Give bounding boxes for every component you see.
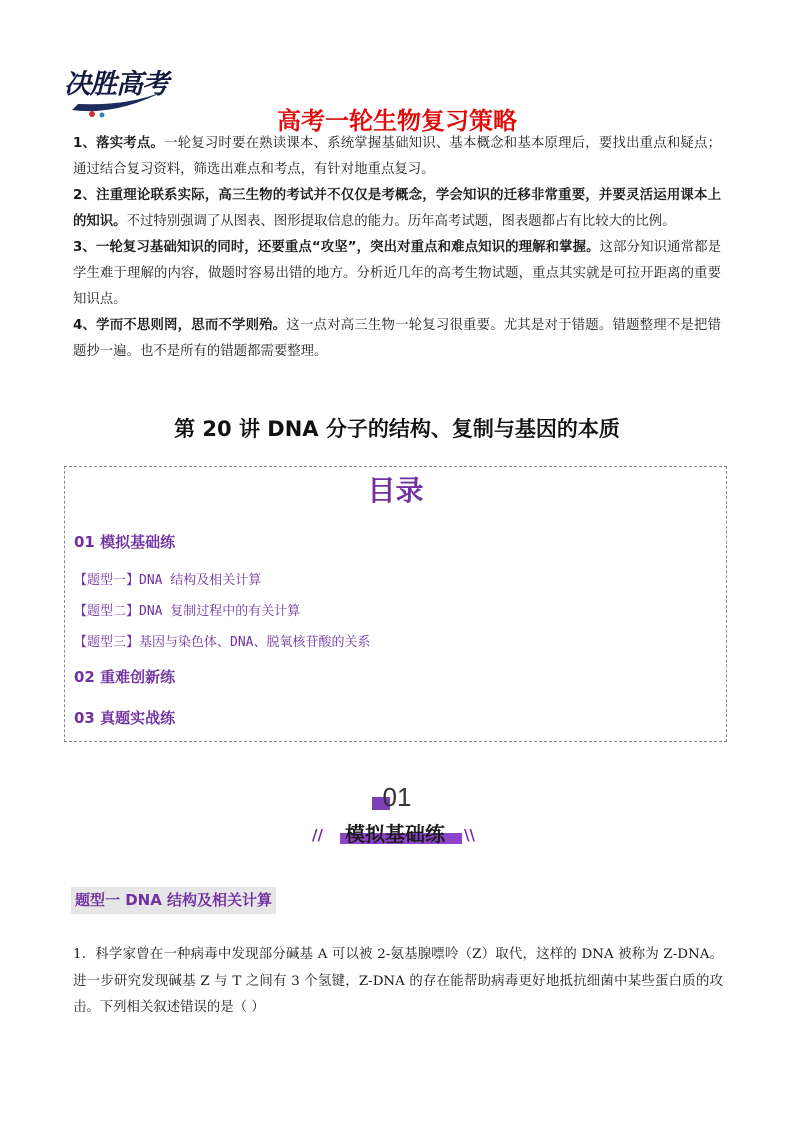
toc-section-2[interactable]: 02 重难创新练 xyxy=(74,668,176,686)
toc-section-3[interactable]: 03 真题实战练 xyxy=(74,709,176,727)
toc-subsection-3[interactable]: 【题型三】基因与染色体、DNA、脱氧核苷酸的关系 xyxy=(74,635,371,650)
tip-4-text: 这一点对高三生物一轮复习很重要。尤其是对于错题。错题整理不是把错题抄一遍。也不是所有的错题都需要整理。 xyxy=(73,318,721,359)
section-name: 模拟基础练 xyxy=(345,822,445,846)
tip-1 xyxy=(73,131,721,183)
toc-subsection-1[interactable]: 【题型一】DNA 结构及相关计算 xyxy=(74,573,262,588)
toc-title: 目录 xyxy=(367,474,424,507)
tip-3 xyxy=(73,235,721,313)
question-type-heading: 题型一 DNA 结构及相关计算 xyxy=(71,887,276,914)
section-number: 01 xyxy=(382,782,412,812)
lecture-title: 第 20 讲 DNA 分子的结构、复制与基因的本质 xyxy=(174,417,620,441)
toc-subsection-2[interactable]: 【题型二】DNA 复制过程中的有关计算 xyxy=(74,604,301,619)
logo-text: 决胜高考 xyxy=(64,69,168,100)
tip-2-bold: 2、注重理论联系实际，高三生物的考试并不仅仅是考概念，学会知识的迁移非常重要，并要灵活运用课本上的知识。 xyxy=(73,188,721,229)
section-heading xyxy=(310,816,480,850)
left-slash-decoration: // xyxy=(312,826,323,844)
tip-4 xyxy=(73,313,721,365)
tip-4-bold: 4、学而不思则罔，思而不学则殆。 xyxy=(73,318,287,333)
page-title: 高考一轮生物复习策略 xyxy=(277,107,517,135)
tip-2 xyxy=(73,183,721,235)
tip-2-text: 不过特别强调了从图表、图形提取信息的能力。历年高考试题，图表题都占有比较大的比例。 xyxy=(126,214,676,229)
right-slash-decoration: \\ xyxy=(464,826,475,844)
tip-1-text: 一轮复习时要在熟读课本、系统掌握基础知识、基本概念和基本原理后，要找出重点和疑点；通过结合复习资料，筛选出难点和考点，有针对地重点复习。 xyxy=(73,136,722,177)
table-of-contents xyxy=(64,466,727,742)
tip-1-bold: 1、落实考点。 xyxy=(73,136,165,151)
tip-3-bold: 3、一轮复习基础知识的同时，还要重点“攻坚”，突出对重点和难点知识的理解和掌握。 xyxy=(73,240,600,255)
toc-section-1[interactable]: 01 模拟基础练 xyxy=(74,533,176,551)
tip-3-text: 这部分知识通常都是学生难于理解的内容，做题时容易出错的地方。分析近几年的高考生物试题，重点其实就是可拉开距离的重要知识点。 xyxy=(73,240,722,307)
strategy-tips xyxy=(73,131,721,365)
question-1: 1．科学家曾在一种病毒中发现部分碱基 A 可以被 2-氨基腺嘌呤（Z）取代，这样的 DNA 被称为 Z-DNA。进一步研究发现碱基 Z 与 T 之间有 3 个氢键，Z-DNA 的存在能帮助病毒更好地抵抗细菌中某些蛋白质的攻击。下列相关叙述错误的是（ ） xyxy=(73,947,723,1015)
